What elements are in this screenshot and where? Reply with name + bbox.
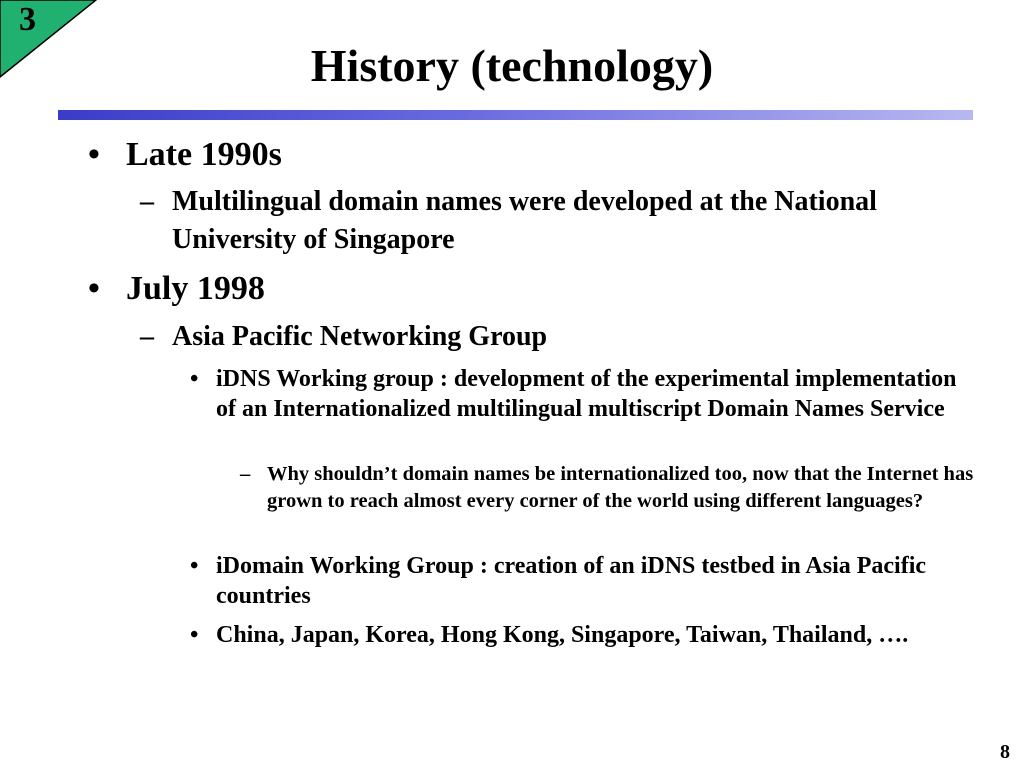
sub-sub-bullet-idns-working-group xyxy=(190,364,972,424)
bullet-marker: • xyxy=(88,270,100,307)
title-underline-rule xyxy=(58,110,973,120)
dash-marker: – xyxy=(240,463,251,485)
bullet-text: July 1998 xyxy=(126,270,265,307)
sub-sub-bullet-text: China, Japan, Korea, Hong Kong, Singapore, Taiwan, Thailand, …. xyxy=(216,622,909,648)
dash-marker: – xyxy=(140,186,154,217)
section-number: 3 xyxy=(19,1,36,38)
sub-sub-bullet-idomain-working-group xyxy=(190,551,972,611)
sub-sub-bullet-text: iDNS Working group : development of the experimental implementation of an Internationalized multilingual multiscript Domain Names Service xyxy=(216,366,957,422)
quote-text: Why shouldn’t domain names be internationalized too, now that the Internet has grown to reach almost every corner of the world using different languages? xyxy=(267,463,974,512)
page-number: 8 xyxy=(1000,741,1010,763)
sub-bullet-multilingual-domain-names xyxy=(140,183,970,259)
bullet-marker: • xyxy=(190,553,199,579)
sub-bullet-asia-pacific-networking-group xyxy=(140,318,970,356)
bullet-late-1990s xyxy=(88,136,968,174)
bullet-marker: • xyxy=(190,622,199,648)
dash-marker: – xyxy=(140,321,154,352)
bullet-marker: • xyxy=(190,366,199,392)
bullet-text: Late 1990s xyxy=(126,136,282,173)
quote-why-internationalize xyxy=(240,461,974,515)
sub-sub-bullet-countries xyxy=(190,620,972,650)
sub-bullet-text: Asia Pacific Networking Group xyxy=(172,321,548,352)
slide-title: History (technology) xyxy=(310,40,714,91)
bullet-july-1998 xyxy=(88,270,968,308)
bullet-marker: • xyxy=(88,136,100,173)
sub-bullet-text: Multilingual domain names were developed at the National University of Singapore xyxy=(172,186,877,255)
sub-sub-bullet-text: iDomain Working Group : creation of an iDNS testbed in Asia Pacific countries xyxy=(216,553,927,609)
